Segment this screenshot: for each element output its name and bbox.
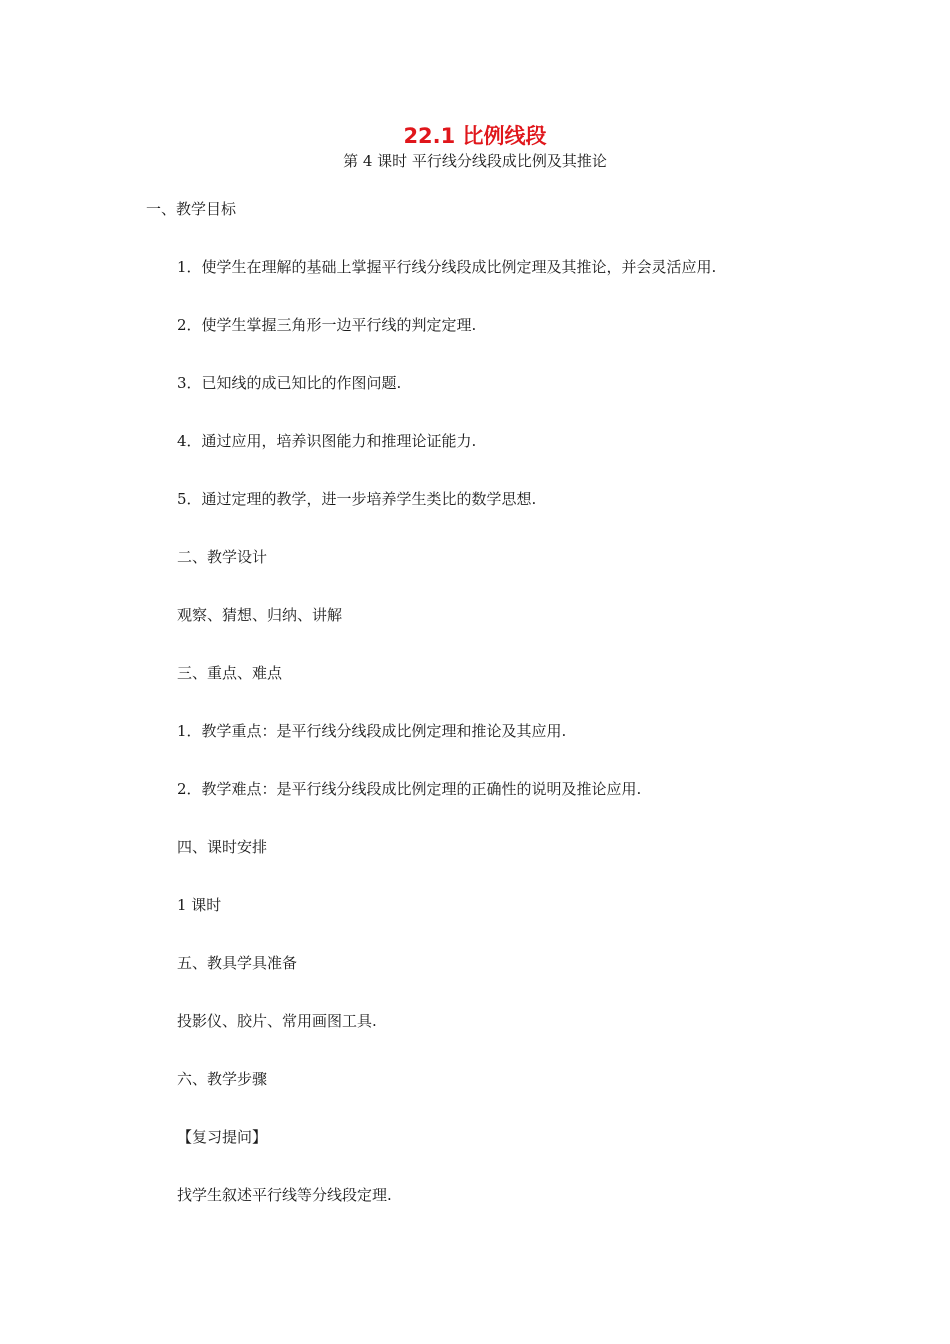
review-heading: 【复习提问】 <box>177 1128 268 1146</box>
review-body: 找学生叙述平行线等分线段定理. <box>177 1186 392 1204</box>
objective-item: 2．使学生掌握三角形一边平行线的判定定理. <box>177 316 477 334</box>
objective-item: 1．使学生在理解的基础上掌握平行线分线段成比例定理及其推论，并会灵活应用. <box>177 258 717 276</box>
section-body-design: 观察、猜想、归纳、讲解 <box>177 606 343 624</box>
section-heading-materials: 五、教具学具准备 <box>177 954 298 972</box>
document-title: 22.1 比例线段 <box>403 124 547 148</box>
section-body-schedule: 1 课时 <box>177 896 222 914</box>
objective-item: 4．通过应用，培养识图能力和推理论证能力. <box>177 432 477 450</box>
section-heading-schedule: 四、课时安排 <box>177 838 268 856</box>
key-point-item: 1．教学重点：是平行线分线段成比例定理和推论及其应用. <box>177 722 567 740</box>
section-body-materials: 投影仪、胶片、常用画图工具. <box>177 1012 377 1030</box>
document-subtitle: 第 4 课时 平行线分线段成比例及其推论 <box>343 152 607 170</box>
section-heading-objectives: 一、教学目标 <box>146 200 237 218</box>
key-point-item: 2．教学难点：是平行线分线段成比例定理的正确性的说明及推论应用. <box>177 780 642 798</box>
objective-item: 5．通过定理的教学，进一步培养学生类比的数学思想. <box>177 490 537 508</box>
section-heading-key-points: 三、重点、难点 <box>177 664 283 682</box>
section-heading-steps: 六、教学步骤 <box>177 1070 268 1088</box>
objective-item: 3．已知线的成已知比的作图问题. <box>177 374 402 392</box>
section-heading-design: 二、教学设计 <box>177 548 268 566</box>
